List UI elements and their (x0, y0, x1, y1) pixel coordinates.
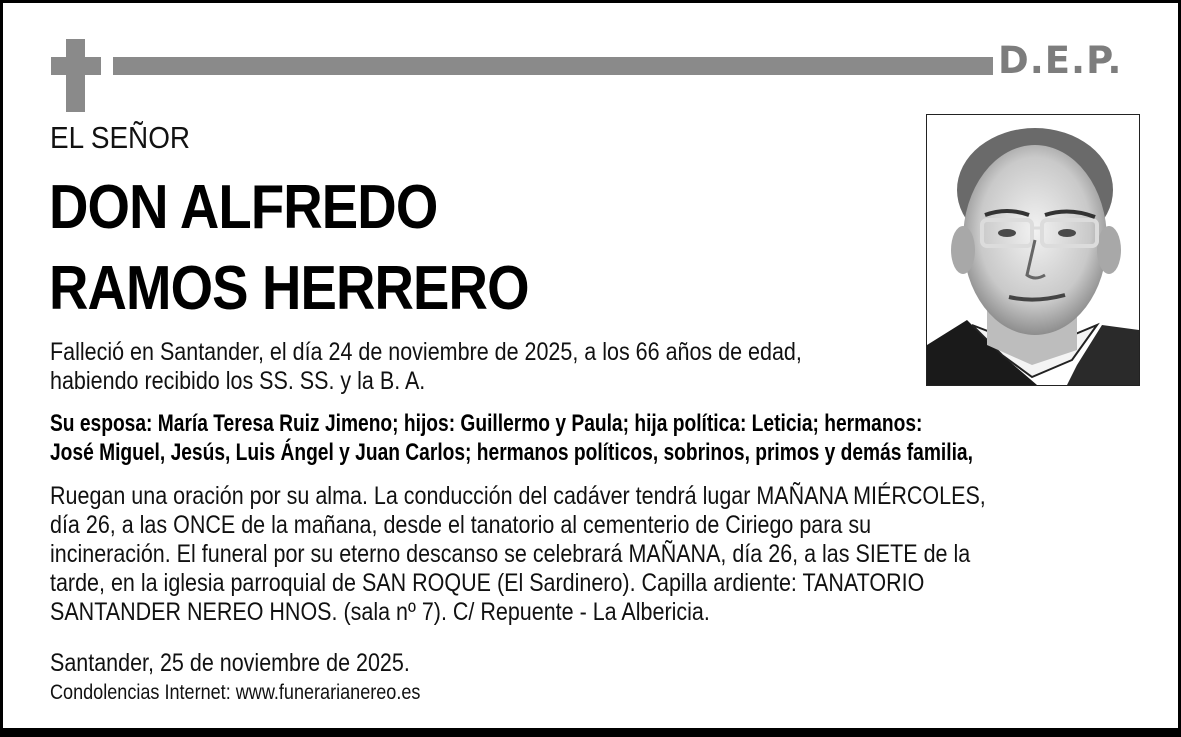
death-notice (50, 338, 996, 396)
ceremony-line: Ruegan una oración por su alma. La conducción del cadáver tendrá lugar MAÑANA MIÉRCOLES, (50, 482, 986, 510)
honorific: EL SEÑOR (50, 120, 191, 155)
death-notice-line: habiendo recibido los SS. SS. y la B. A. (50, 367, 426, 395)
cross-icon-arm (51, 57, 101, 75)
deceased-name-line-1: DON ALFREDO (49, 173, 438, 242)
ceremony-line: incineración. El funeral por su eterno descanso se celebrará MAÑANA, día 26, a las SIETE de la (50, 540, 971, 568)
header-rule (113, 57, 993, 75)
family-list-line: José Miguel, Jesús, Luis Ángel y Juan Carlos; hermanos políticos, sobrinos, primos y demás familia, (50, 439, 973, 466)
ceremony-line: SANTANDER NEREO HNOS. (sala nº 7). C/ Repuente - La Albericia. (50, 598, 710, 626)
ceremony-details (50, 482, 996, 627)
death-notice-line: Falleció en Santander, el día 24 de noviembre de 2025, a los 66 años de edad, (50, 338, 802, 366)
cross-icon (66, 39, 85, 112)
deceased-name-line-2: RAMOS HERRERO (49, 254, 529, 323)
condolences-link[interactable]: Condolencias Internet: www.funerarianereo.es (50, 681, 421, 704)
family-list-line: Su esposa: María Teresa Ruiz Jimeno; hijos: Guillermo y Paula; hija política: Leticia; hermanos: (50, 410, 923, 437)
family-list (50, 409, 1090, 467)
dep-label: D.E.P. (998, 39, 1123, 82)
ceremony-line: tarde, en la iglesia parroquial de SAN ROQUE (El Sardinero). Capilla ardiente: TANATORIO (50, 569, 925, 597)
ceremony-line: día 26, a las ONCE de la mañana, desde el tanatorio al cementerio de Ciriego para su (50, 511, 872, 539)
place-date: Santander, 25 de noviembre de 2025. (50, 649, 410, 677)
